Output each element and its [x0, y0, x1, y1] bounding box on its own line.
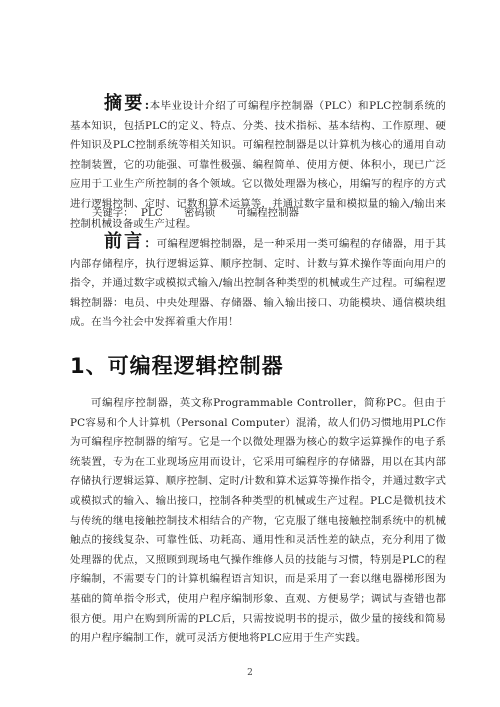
keywords-line [92, 204, 317, 224]
preface-heading: 前言 [104, 231, 145, 252]
abstract-heading: 摘要 [104, 93, 145, 114]
section-title: 1、可编程逻辑控制器 [70, 354, 284, 378]
keyword-item: 可编程控制器 [236, 207, 299, 219]
keyword-item: 密码锁 [184, 207, 216, 219]
keyword-item: PLC [140, 207, 163, 219]
abstract-heading-separator: : [144, 98, 150, 112]
page-number: 2 [247, 668, 253, 678]
preface-paragraph [70, 232, 446, 333]
abstract-text: 本毕业设计介绍了可编程序控制器（PLC）和PLC控制系统的基本知识，包括PLC的定义、特点、分类、技术指标、基本结构、工作原理、硬件知识及PLC控制系统等相关知识。可编程控制器是以计算机为核心的通用自动控制装置，它的功能强、可靠性极强、编程简单、使用方便、体积小，现已广泛应用于工业生产所控制的各个领域。它以微处理器为核心，用编写的程序的方式进行逻辑控制、定时、记数和算术运算等，并通过数字量和模拟量的输入/输出来控制机械设备或生产过程。 [70, 100, 447, 230]
preface-heading-separator: ： [144, 236, 157, 250]
section-body-paragraph: 可编程序控制器，英文称Programmable Controller，简称PC。但由于PC容易和个人计算机（Personal Computer）混淆，故人们仍习惯地用PLC作为可编程序控制器的缩写。它是一个以微处理器为核心的数字运算操作的电子系统装置，专为在工业现场应用而设计，它采用可编程序的存储器，用以在其内部存储执行逻辑运算、顺序控制、定时/计数和算术运算等操作指令，并通过数字式或模拟式的输入、输出接口，控制各种类型的机械或生产过程。PLC是微机技术与传统的继电接触控制技术相结合的产物，它克服了继电接触控制系统中的机械触点的接线复杂、可靠性低、功耗高、通用性和灵活性差的缺点，充分利用了微处理器的优点，又照顾到现场电气操作维修人员的技能与习惯，特别是PLC的程序编制，不需要专门的计算机编程语言知识，而是采用了一套以继电器梯形图为基础的简单指令形式，使用户程序编制形象、直观、方便易学；调试与查错也都很方便。用户在购到所需的PLC后，只需按说明书的提示，做少量的接线和简易的用户程序编制工作，就可灵活方便地将PLC应用于生产实践。 [70, 397, 446, 645]
preface-text: 可编程逻辑控制器，是一种采用一类可编程的存储器，用于其内部存储程序，执行逻辑运算、顺序控制、定时、计数与算术操作等面向用户的指令，并通过数字或模拟式输入/输出控制各种类型的机械或生产过程。可编程逻辑控制器：电员、中央处理器、存储器、输入输出接口、功能模块、通信模块组成。在当今社会中发挥着重大作用！ [70, 238, 447, 329]
keywords-label: 关键字： [92, 207, 134, 219]
